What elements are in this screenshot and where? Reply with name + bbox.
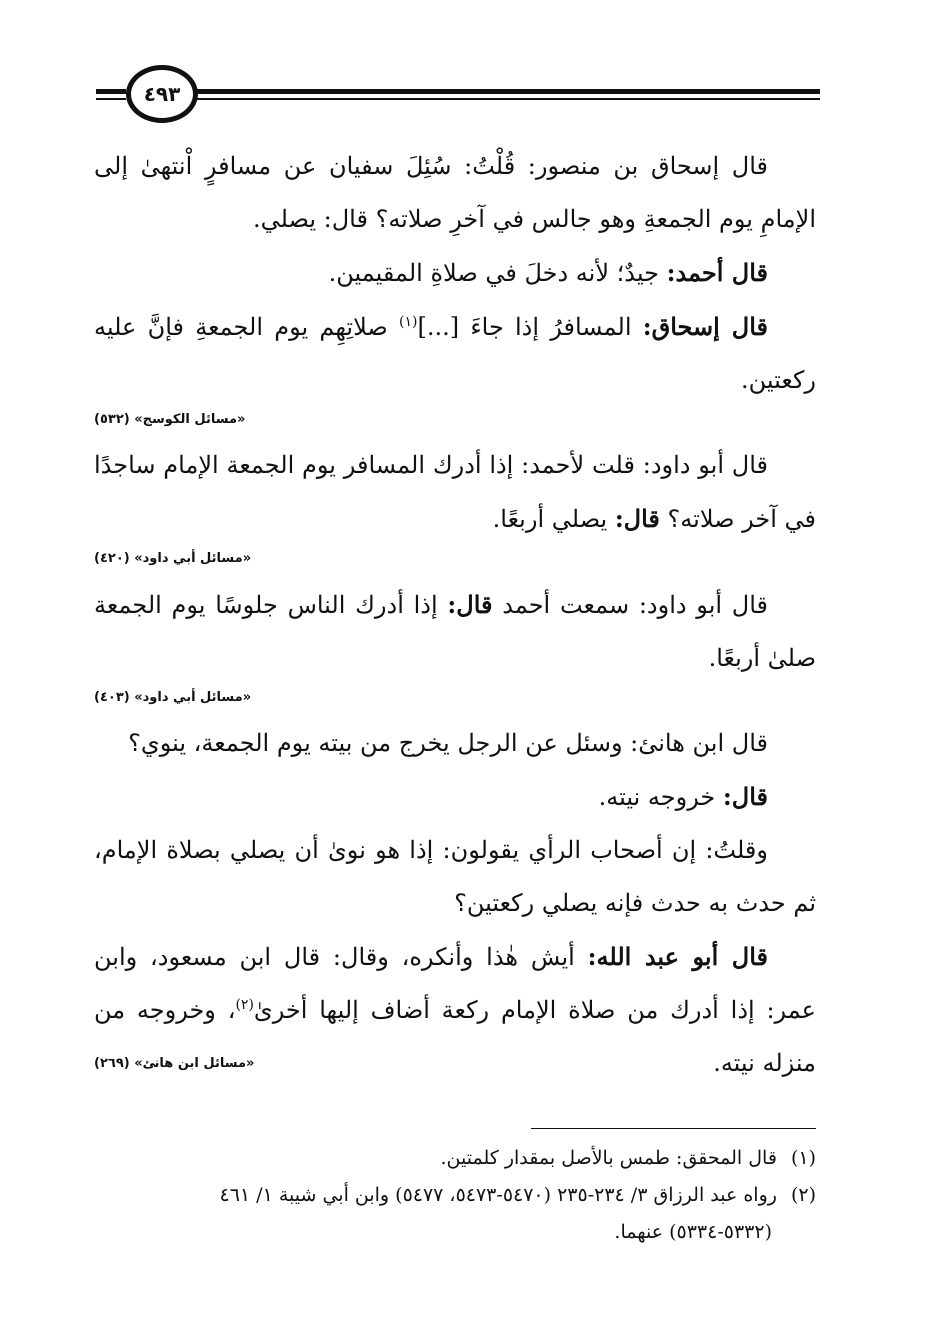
paragraph [94, 824, 816, 930]
footnotes [94, 1140, 816, 1251]
speaker-label: قال أبو عبد الله: [587, 942, 768, 971]
text-run: قال إسحاق بن منصور: قُلْتُ: سُئِلَ سفيان عن مسافرٍ اْنتهىٰ إلى الإمامِ يوم الجمعةِ وهو جالس في آخرِ صلاته؟ قال: يصلي. [94, 152, 816, 233]
footnote-marker: (٢) [235, 997, 254, 1013]
text-run: قال أبو داود: قلت لأحمد: إذا أدرك المسافر يوم الجمعة الإمام ساجدًا في آخر صلاته؟ [94, 451, 816, 533]
text-run: أيش هٰذا وأنكره، وقال: قال ابن مسعود، وابن عمر: إذا أدرك من صلاة الإمام ركعة أضاف إليها أخرىٰ [94, 943, 816, 1024]
paragraph [94, 246, 816, 300]
paragraph [94, 578, 816, 685]
source-citation: «مسائل أبي داود» (٤٢٠) [94, 551, 252, 566]
paragraph [94, 439, 816, 546]
speaker-label: قال أحمد: [666, 258, 768, 287]
source-citation: «مسائل ابن هانئ» (٢٦٩) [94, 1056, 255, 1071]
text-run: صلاتِهِم يوم الجمعةِ فإنَّ عليه ركعتين. [94, 313, 816, 394]
footnote-separator [531, 1128, 816, 1129]
text-run: قال أبو داود: سمعت أحمد [492, 591, 769, 619]
footnote-text: (٥٣٣٢-٥٣٣٤) عنهما. [614, 1221, 772, 1243]
header-rule-left-thin [96, 98, 126, 100]
footnote-text: رواه عبد الرزاق ٣/ ٢٣٤-٢٣٥ (٥٤٧٠-٥٤٧٣، ٥٤٧٧) وابن أبي شيبة ١/ ٤٦١ [219, 1184, 777, 1206]
main-text [94, 140, 816, 1090]
header-rule-thin [194, 98, 820, 100]
footnote-text: قال المحقق: طمس بالأصل بمقدار كلمتين. [440, 1147, 777, 1169]
text-run: وقلتُ: إن أصحاب الرأي يقولون: إذا هو نوىٰ أن يصلي بصلاة الإمام، ثم حدث به حدث فإنه يصلي ركعتين؟ [94, 836, 816, 917]
footnote-number: (١) [790, 1147, 816, 1169]
speaker-label: قال: [722, 782, 768, 811]
paragraph [94, 930, 816, 1090]
text-run: المسافرُ إذا جاءَ [...] [417, 313, 643, 341]
footnote-number: (٢) [790, 1184, 816, 1206]
text-run: خروجه نيته. [598, 783, 723, 811]
footnote-marker: (١) [399, 314, 418, 330]
footnote-line [94, 1214, 816, 1251]
text-run: ، وخروجه من منزله نيته. [94, 996, 816, 1077]
text-run: إذا أدرك الناس جلوسًا يوم الجمعة صلىٰ أربعًا. [94, 591, 816, 672]
paragraph [94, 770, 816, 824]
page-number: ٤٩٣ [126, 65, 198, 123]
text-run: يصلي أربعًا. [492, 505, 615, 533]
footnote-line [94, 1177, 816, 1214]
header-rule-thick [194, 89, 820, 94]
source-citation: «مسائل أبي داود» (٤٠٣) [94, 690, 252, 705]
paragraph [94, 140, 816, 246]
speaker-label: قال: [447, 590, 493, 619]
text-run: قال ابن هانئ: وسئل عن الرجل يخرج من بيته يوم الجمعة، ينوي؟ [128, 729, 768, 757]
source-citation: «مسائل الكوسج» (٥٣٢) [94, 412, 246, 427]
footnote-line [94, 1140, 816, 1177]
page-header [96, 58, 820, 128]
speaker-label: قال: [614, 504, 660, 533]
speaker-label: قال إسحاق: [642, 312, 768, 341]
header-rule-left [96, 89, 126, 94]
paragraph [94, 717, 816, 770]
paragraph [94, 300, 816, 407]
text-run: جيدٌ؛ لأنه دخلَ في صلاةِ المقيمين. [328, 259, 667, 287]
